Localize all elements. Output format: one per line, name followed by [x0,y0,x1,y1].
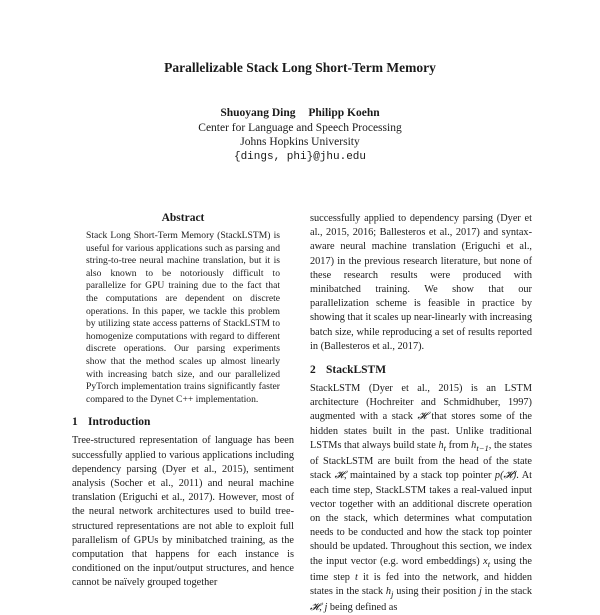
section-1-number: 1 [72,416,78,429]
institution: Johns Hopkins University [240,136,360,148]
section-2-heading [310,364,532,376]
affiliation: Center for Language and Speech Processing [198,121,402,134]
section-1-heading [72,416,294,428]
intro-continuation-text: successfully applied to dependency parsing (Dyer et al., 2015, 2016; Ballesteros et al., 2017) and syntax-aware neural machine translation (Eriguchi et al., 2017) in the previous research literature, but none of these research results were produced with minibatched training. We show that our parallelization scheme is feasible in practice by showing that it scales up near-linearly with increasing batch size, while reproducing a set of results reported in (Ballesteros et al., 2017). [310,213,532,352]
author-2: Philipp Koehn [308,107,380,119]
author-block [0,106,600,164]
section-2-number: 2 [310,364,316,377]
paper-title: Parallelizable Stack Long Short-Term Memory [164,60,436,75]
author-email: {dings, phi}@jhu.edu [233,150,367,163]
author-names [0,106,600,121]
author-1: Shuoyang Ding [220,107,296,119]
abstract-text: Stack Long Short-Term Memory (StackLSTM) is useful for various applications such as parsing and string-to-tree neural machine translation, but it is also known to be notoriously difficult to parallelize for GPU training due to the fact that the computations are dependent on discrete operations. In this paper, we tackle this problem by utilizing state access patterns of StackLSTM to homogenize computations with regard to different discrete operations. Our parsing experiments show that the method scales up almost linearly with increasing batch size, and our parallelized PyTorch implementation trains significantly faster compared to the Dynet C++ implementation. [86,230,280,405]
section-2-title: StackLSTM [326,364,387,377]
section-1-title: Introduction [88,416,151,429]
section-2-text: StackLSTM (Dyer et al., 2015) is an LSTM architecture (Hochreiter and Schmidhuber, 1997) augmented with a stack 𝓗 that stores some of the hidden states built in the past. Unlike traditional LSTMs that always build state $h_t$ from $h_{t-1}$, the states of StackLSTM are built from the head of the state stack 𝓗, maintained by a stack top pointer p(𝓗). At each time step, StackLSTM takes a real-valued input vector together with an additional discrete operation on the stack, which determines what computation needs to be conducted and how the stack top pointer should be updated. Throughout this section, we index the input vector (e.g. word embeddings) $x_t$ using the time step t it is fed into the network, and hidden states in the stack $h_j$ using their position j in the stack 𝓗, j being defined as [310,383,532,614]
right-column [310,212,532,615]
abstract-heading: Abstract [161,212,205,224]
left-column [72,212,294,591]
section-1-text: Tree-structured representation of language has been successfully applied to various applications including dependency parsing (Dyer et al., 2015), sentiment analysis (Socher et al., 2011) and neural machine translation (Eriguchi et al., 2017). However, most of the neural network architectures used to build tree-structured representations are not able to exploit full parallelism of GPUs by minibatched training, as the computation that happens for each instance is conditioned on the input/output structures, and hence cannot be naïvely grouped together [72,435,294,589]
